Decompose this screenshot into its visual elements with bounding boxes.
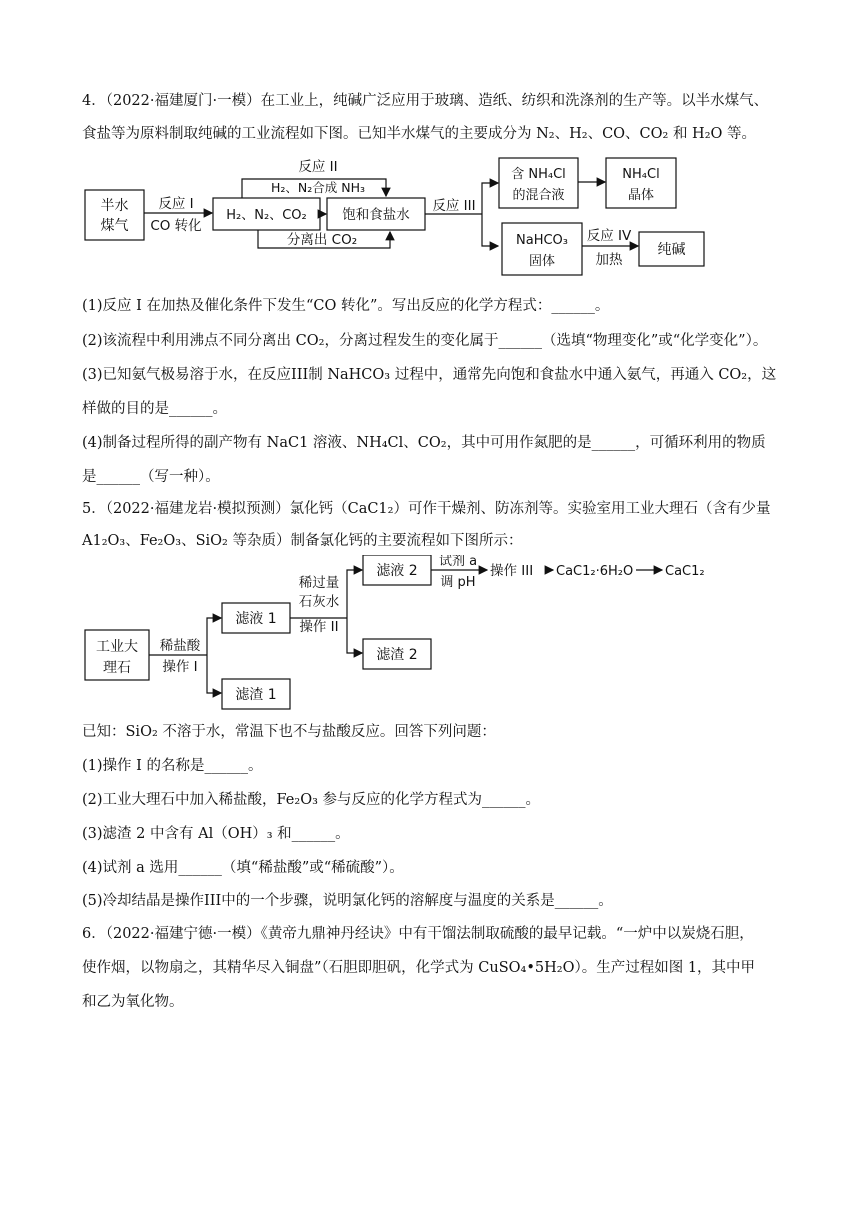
q4-box-semi-water-gas-text1: 半水 bbox=[100, 198, 129, 214]
q6-stem-line3: 和乙为氧化物。 bbox=[82, 994, 184, 1010]
q4-box-semi-water-gas-text2: 煤气 bbox=[100, 218, 129, 234]
q4-box-gas-mix-text: H₂、N₂、CO₂ bbox=[226, 208, 307, 223]
q5-sub4: (4)试剂 a 选用______（填“稀盐酸”或“稀硫酸”）。 bbox=[82, 860, 404, 876]
q5-box-residue2-text: 滤渣 2 bbox=[376, 647, 418, 663]
q4-reaction2-sub: H₂、N₂合成 NH₃ bbox=[270, 180, 366, 195]
q5-branch2-down bbox=[347, 618, 362, 653]
q5-branch-down bbox=[207, 655, 221, 693]
q5-product-hydrate: CaC1₂·6H₂O bbox=[556, 564, 634, 579]
q4-sub3-line1: (3)已知氨气极易溶于水，在反应III制 NaHCO₃ 过程中，通常先向饱和食盐水中通入氨气，再通入 CO₂，这 bbox=[82, 367, 777, 383]
q5-box-filtrate2-text: 滤液 2 bbox=[376, 563, 418, 579]
q4-stem-line2: 食盐等为原料制取纯碱的工业流程如下图。已知半水煤气的主要成分为 N₂、H₂、CO、CO₂ 和 H₂O 等。 bbox=[82, 126, 757, 142]
q4-box-mix-text1: 含 NH₄Cl bbox=[511, 167, 566, 182]
q5-product-final: CaC1₂ bbox=[665, 564, 705, 579]
q5-box-residue1-text: 滤渣 1 bbox=[235, 687, 277, 703]
q5-stem-line2: A1₂O₃、Fe₂O₃、SiO₂ 等杂质）制备氯化钙的主要流程如下图所示： bbox=[82, 533, 523, 549]
q4-branch-up bbox=[482, 183, 498, 214]
q5-flow-diagram bbox=[0, 555, 860, 715]
q5-branch-up bbox=[207, 618, 221, 655]
q4-box-brine-text: 饱和食盐水 bbox=[342, 207, 410, 223]
q5-arrow2-l1: 稀过量 bbox=[298, 575, 340, 591]
q5-sub2: (2)工业大理石中加入稀盐酸，Fe₂O₃ 参与反应的化学方程式为______。 bbox=[82, 792, 541, 808]
q5-sub5: (5)冷却结晶是操作III中的一个步骤，说明氯化钙的溶解度与温度的关系是______。 bbox=[82, 893, 613, 909]
q5-arrow1-top: 稀盐酸 bbox=[159, 638, 201, 654]
q4-sub3-line2: 样做的目的是______。 bbox=[82, 401, 227, 417]
q4-sub1: (1)反应 I 在加热及催化条件下发生“CO 转化”。写出反应的化学方程式：______。 bbox=[82, 298, 610, 314]
q5-stem-line1: 5．（2022·福建龙岩·模拟预测）氯化钙（CaC1₂）可作干燥剂、防冻剂等。实验室用工业大理石（含有少量 bbox=[82, 501, 771, 517]
q4-box-nahco3-text1: NaHCO₃ bbox=[516, 233, 568, 248]
q5-box-marble-text2: 理石 bbox=[103, 660, 131, 676]
q4-arrow4-top: 反应 IV bbox=[586, 228, 632, 244]
q5-sub1: (1)操作 I 的名称是______。 bbox=[82, 758, 263, 774]
q5-arrow1-bottom: 操作 I bbox=[162, 659, 198, 675]
q5-sub3: (3)滤渣 2 中含有 Al（OH）₃ 和______。 bbox=[82, 826, 350, 842]
q4-box-nh4cl-text1: NH₄Cl bbox=[622, 167, 660, 182]
q6-stem-line2: 使作烟，以物扇之，其精华尽入铜盘”（石胆即胆矾，化学式为 CuSO₄•5H₂O）。生产过程如图 1，其中甲 bbox=[82, 960, 756, 976]
q4-sub4-line2: 是______（写一种）。 bbox=[82, 469, 220, 485]
q4-sub2: (2)该流程中利用沸点不同分离出 CO₂，分离过程发生的变化属于______（选填“物理变化”或“化学变化”）。 bbox=[82, 333, 768, 349]
q5-known: 已知：SiO₂ 不溶于水，常温下也不与盐酸反应。回答下列问题： bbox=[82, 724, 496, 740]
q4-arrow1-bottom: CO 转化 bbox=[150, 218, 202, 234]
q4-branch-down bbox=[482, 214, 498, 246]
q5-op3-label: 操作 III bbox=[490, 563, 534, 579]
q4-reaction2-label: 反应 II bbox=[298, 159, 338, 175]
q4-box-mix-text2: 的混合液 bbox=[512, 188, 565, 203]
q4-box-soda-text: 纯碱 bbox=[657, 242, 686, 258]
q5-arrow3-top: 试剂 a bbox=[438, 555, 478, 569]
q4-arrow1-top: 反应 I bbox=[158, 196, 194, 212]
q5-arrow3-bottom: 调 pH bbox=[440, 575, 476, 590]
q4-separate-label: 分离出 CO₂ bbox=[286, 232, 358, 248]
q4-flow-diagram bbox=[0, 150, 860, 280]
q4-box-nh4cl-text2: 晶体 bbox=[627, 188, 655, 203]
q4-arrow3-label: 反应 III bbox=[432, 198, 476, 214]
q5-arrow2-l3: 操作 II bbox=[299, 619, 339, 635]
q4-box-nahco3-text2: 固体 bbox=[528, 254, 556, 269]
q5-arrow2-l2: 石灰水 bbox=[298, 594, 340, 610]
q6-stem-line1: 6．（2022·福建宁德·一模）《黄帝九鼎神丹经诀》中有干馏法制取硫酸的最早记载。“一炉中以炭烧石胆， bbox=[82, 926, 754, 942]
q5-box-filtrate1-text: 滤液 1 bbox=[235, 611, 277, 627]
q4-stem-line1: 4．（2022·福建厦门·一模）在工业上，纯碱广泛应用于玻璃、造纸、纺织和洗涤剂的生产等。以半水煤气、 bbox=[82, 93, 769, 109]
q4-arrow4-bottom: 加热 bbox=[595, 252, 623, 268]
q5-box-marble-text1: 工业大 bbox=[96, 639, 138, 655]
q5-branch2-up bbox=[347, 570, 362, 618]
q4-sub4-line1: (4)制备过程所得的副产物有 NaC1 溶液、NH₄Cl、CO₂，其中可用作氮肥的是______，可循环利用的物质 bbox=[82, 435, 766, 451]
